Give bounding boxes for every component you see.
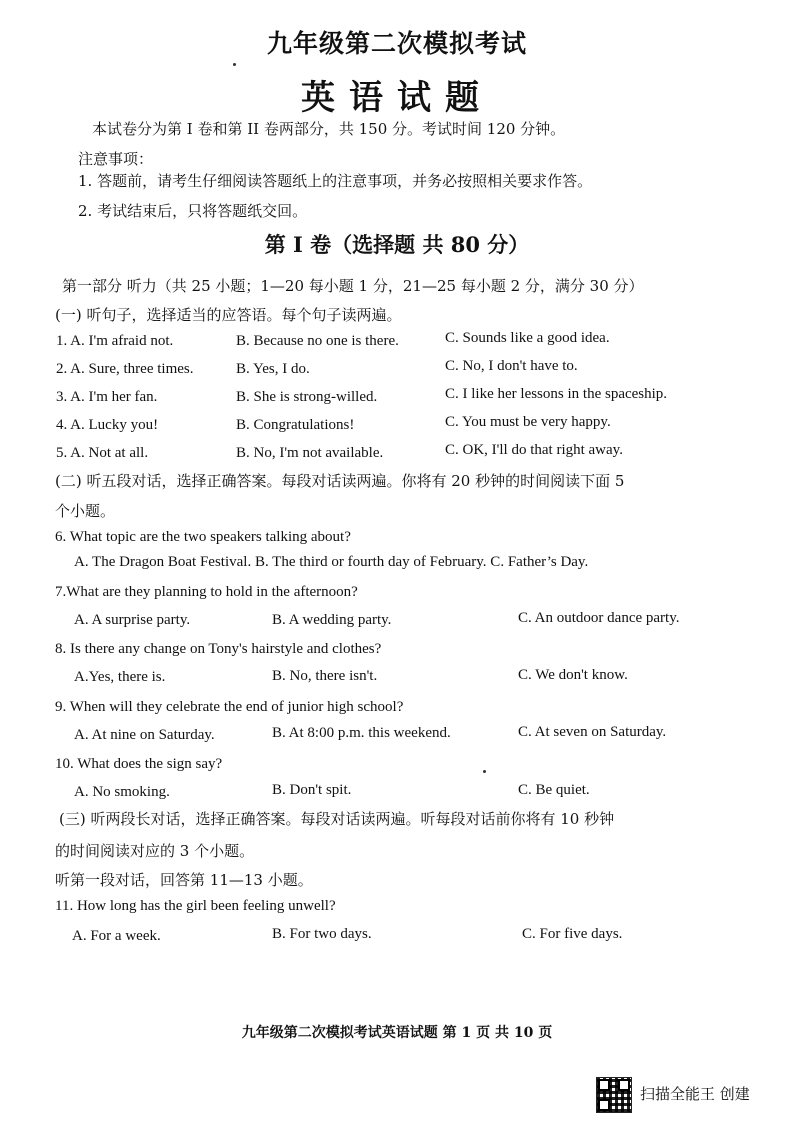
q8-option-b: B. No, there isn't.: [272, 668, 378, 684]
q8-option-a: A.Yes, there is.: [74, 669, 166, 685]
q11-option-b: B. For two days.: [272, 926, 372, 942]
q7-question: 7.What are they planning to hold in the afternoon?: [55, 584, 358, 600]
q1-option-c: C. Sounds like a good idea.: [445, 330, 610, 346]
q3-option-c: C. I like her lessons in the spaceship.: [445, 386, 668, 402]
q10-option-b: B. Don't spit.: [272, 782, 352, 798]
q8-question: 8. Is there any change on Tony's hairstyle and clothes?: [55, 641, 382, 657]
q6-options: A. The Dragon Boat Festival. B. The third or fourth day of February. C. Father’s Day.: [74, 554, 589, 570]
q10-question: 10. What does the sign say?: [55, 756, 223, 772]
q4-option-b: B. Congratulations!: [236, 417, 355, 433]
exam-title: 九年级第二次模拟考试: [266, 29, 527, 58]
q7-option-c: C. An outdoor dance party.: [518, 610, 680, 626]
q6-question: 6. What topic are the two speakers talking about?: [55, 529, 351, 545]
q4-option-a: 4. A. Lucky you!: [56, 417, 159, 433]
q5-option-b: B. No, I'm not available.: [236, 445, 384, 461]
q3-option-b: B. She is strong-willed.: [236, 389, 378, 405]
q9-option-b: B. At 8:00 p.m. this weekend.: [272, 725, 451, 741]
note-item: 1. 答题前，请考生仔细阅读答题纸上的注意事项，并务必按照相关要求作答。: [78, 172, 593, 190]
subject-title: 英语试题: [301, 78, 493, 118]
speck: [233, 63, 236, 66]
speck: [483, 770, 486, 773]
q7-option-a: A. A surprise party.: [74, 612, 191, 628]
q2-option-a: 2. A. Sure, three times.: [56, 361, 194, 377]
section1-heading: (一) 听句子，选择适当的应答语。每个句子读两遍。: [55, 306, 402, 324]
section2-heading-line2: 个小题。: [55, 502, 116, 520]
section3-heading-line1: (三) 听两段长对话，选择正确答案。每段对话读两遍。听每段对话前你将有 10 秒钟: [59, 810, 615, 828]
notes-heading: 注意事项：: [78, 150, 154, 168]
q7-option-b: B. A wedding party.: [272, 612, 392, 628]
q9-option-c: C. At seven on Saturday.: [518, 724, 667, 740]
q1-option-b: B. Because no one is there.: [236, 333, 399, 349]
q1-option-a: 1. A. I'm afraid not.: [56, 333, 174, 349]
qr-code-icon: [596, 1077, 632, 1113]
q5-option-a: 5. A. Not at all.: [56, 445, 149, 461]
q4-option-c: C. You must be very happy.: [445, 414, 611, 430]
q8-option-c: C. We don't know.: [518, 667, 628, 683]
section3-heading-line2: 的时间阅读对应的 3 个小题。: [55, 842, 255, 860]
q2-option-c: C. No, I don't have to.: [445, 358, 578, 374]
scanner-watermark: 扫描全能王 创建: [640, 1085, 750, 1103]
q11-option-a: A. For a week.: [72, 928, 161, 944]
q10-option-a: A. No smoking.: [74, 784, 170, 800]
q9-question: 9. When will they celebrate the end of junior high school?: [55, 699, 404, 715]
note-item: 2. 考试结束后，只将答题纸交回。: [78, 202, 308, 220]
q5-option-c: C. OK, I'll do that right away.: [445, 442, 623, 458]
q2-option-b: B. Yes, I do.: [236, 361, 310, 377]
section2-heading-line1: (二) 听五段对话，选择正确答案。每段对话读两遍。你将有 20 秒钟的时间阅读下面 5: [55, 472, 625, 490]
part-title: 第 I 卷（选择题 共 80 分）: [264, 232, 530, 257]
part1-heading: 第一部分 听力（共 25 小题；1—20 每小题 1 分，21—25 每小题 2 分，满分 30 分）: [62, 277, 644, 295]
q3-option-a: 3. A. I'm her fan.: [56, 389, 158, 405]
q11-option-c: C. For five days.: [522, 926, 623, 942]
q9-option-a: A. At nine on Saturday.: [74, 727, 215, 743]
section3-subheading: 听第一段对话，回答第 11—13 小题。: [55, 871, 313, 889]
q11-question: 11. How long has the girl been feeling unwell?: [55, 898, 336, 914]
page-footer: 九年级第二次模拟考试英语试题 第 1 页 共 10 页: [241, 1025, 553, 1041]
exam-intro: 本试卷分为第 I 卷和第 II 卷两部分，共 150 分。考试时间 120 分钟。: [92, 120, 566, 138]
q10-option-c: C. Be quiet.: [518, 782, 590, 798]
